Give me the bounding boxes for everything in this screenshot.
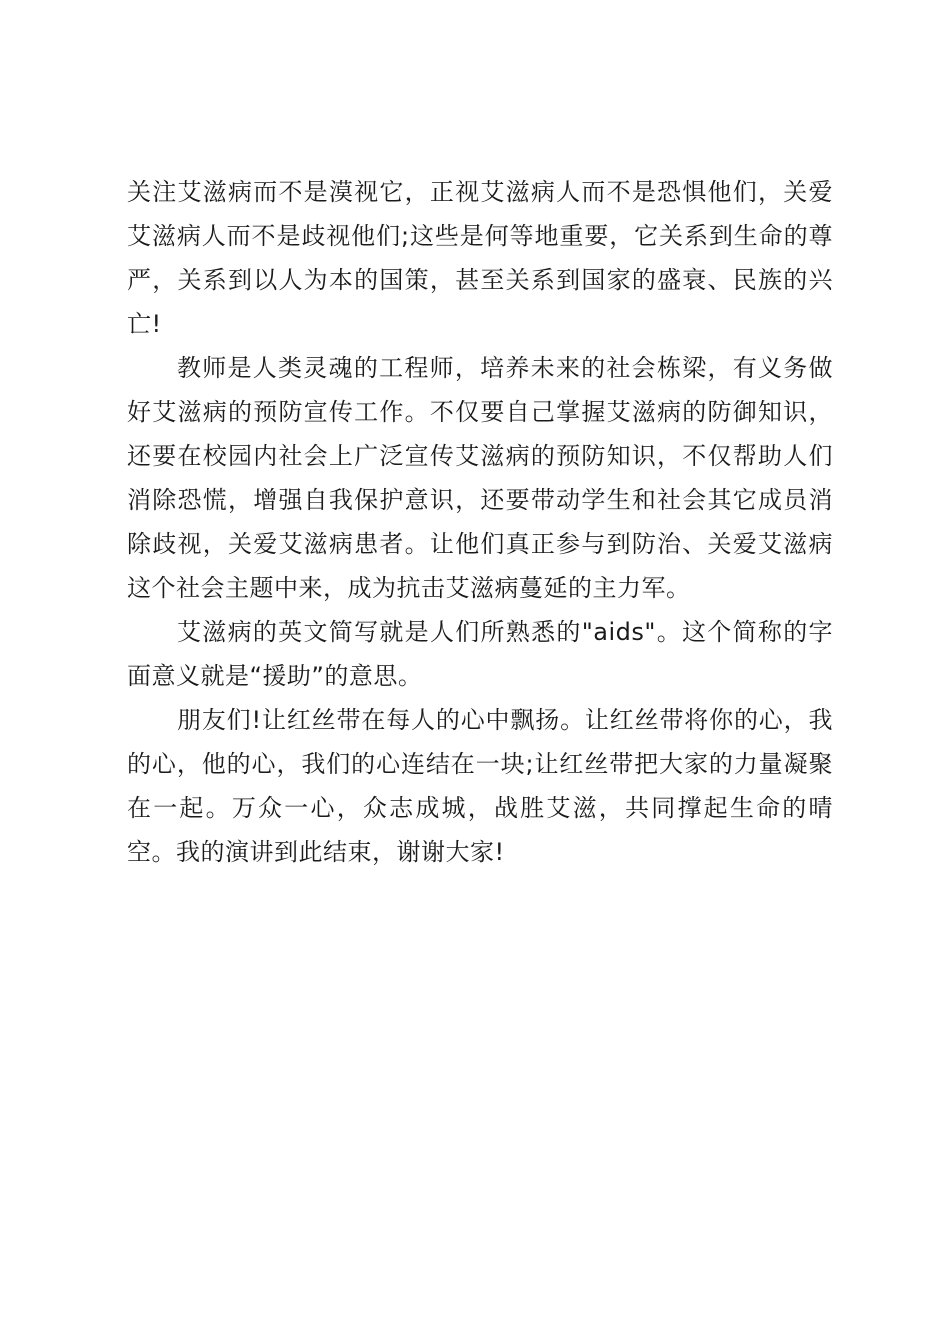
paragraph-1: 关注艾滋病而不是漠视它，正视艾滋病人而不是恐惧他们，关爱艾滋病人而不是歧视他们;这些是何等地重要，它关系到生命的尊严，关系到以人为本的国策，甚至关系到国家的盛衰、民族的兴亡!	[127, 178, 833, 338]
paragraph-4: 朋友们!让红丝带在每人的心中飘扬。让红丝带将你的心，我的心，他的心，我们的心连结在一块;让红丝带把大家的力量凝聚在一起。万众一心，众志成城，战胜艾滋，共同撑起生命的晴空。我的演讲到此结束，谢谢大家!	[127, 706, 833, 866]
paragraph-2: 教师是人类灵魂的工程师，培养未来的社会栋梁，有义务做好艾滋病的预防宣传工作。不仅要自己掌握艾滋病的防御知识，还要在校园内社会上广泛宣传艾滋病的预防知识，不仅帮助人们消除恐慌，增强自我保护意识，还要带动学生和社会其它成员消除歧视，关爱艾滋病患者。让他们真正参与到防治、关爱艾滋病这个社会主题中来，成为抗击艾滋病蔓延的主力军。	[127, 354, 833, 602]
document-body	[127, 170, 833, 874]
paragraph-3: 艾滋病的英文简写就是人们所熟悉的"aids"。这个简称的字面意义就是“援助”的意思。	[127, 618, 833, 690]
